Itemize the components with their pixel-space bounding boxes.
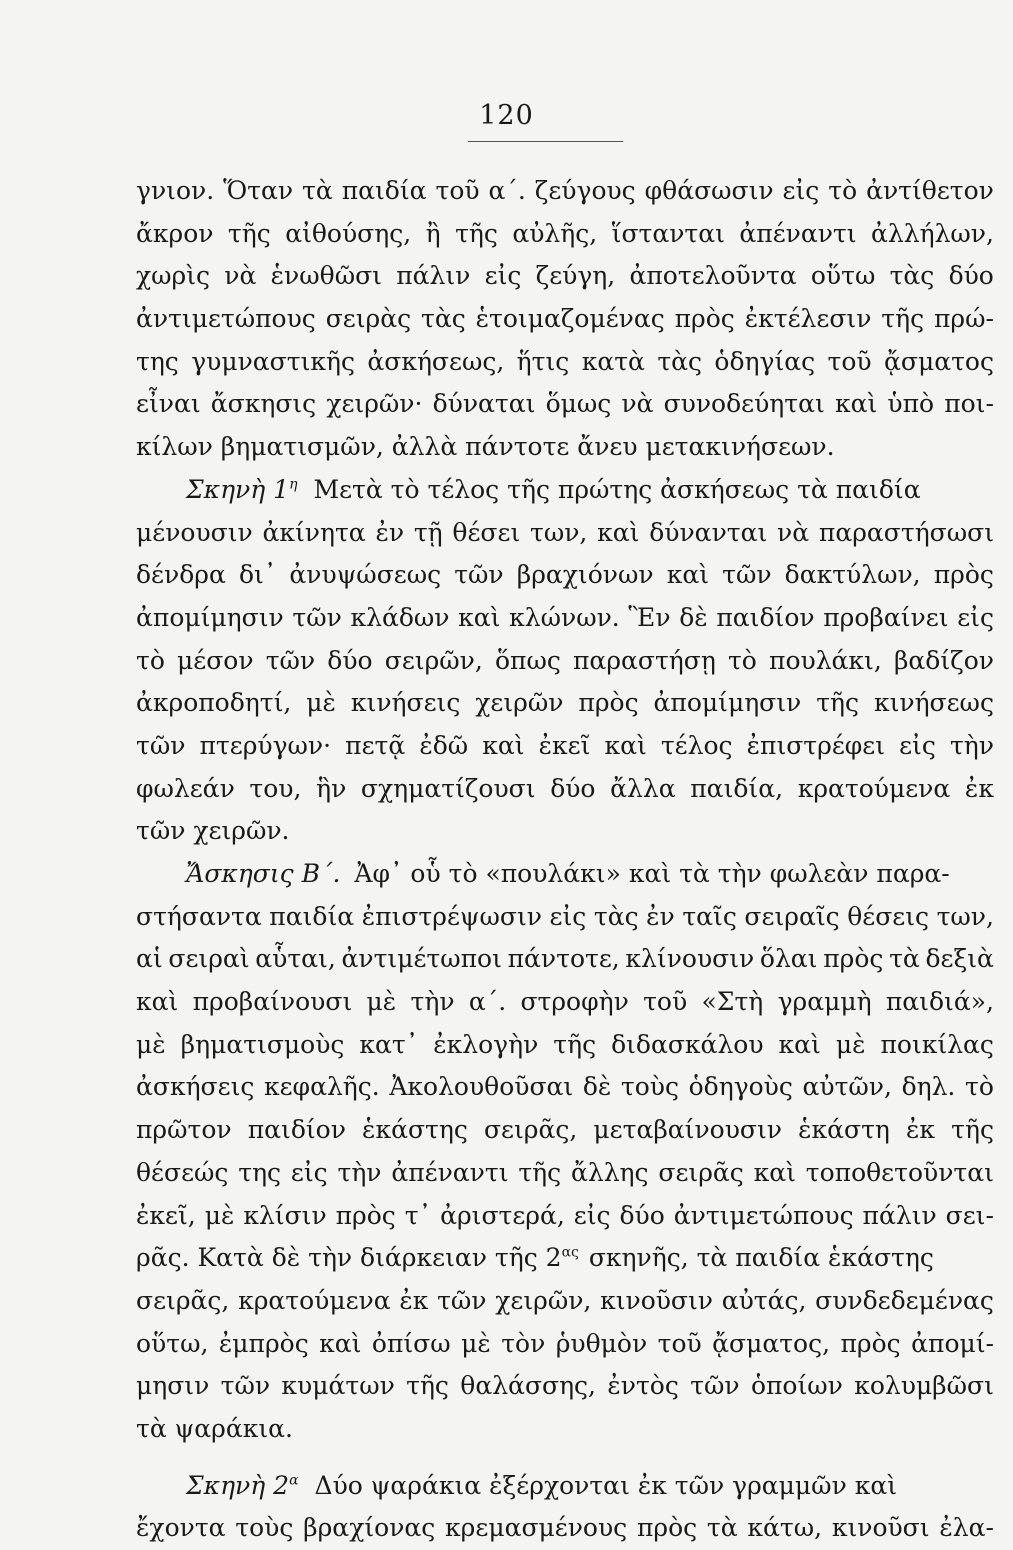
word: πρὸς — [578, 688, 639, 718]
word: ἐπιστρέψωσιν — [361, 901, 542, 931]
word: τὸ — [965, 1072, 994, 1102]
word: τοὺς — [235, 1513, 294, 1543]
word: ἐκλογὴν — [433, 1029, 539, 1059]
word: πάντοτε, — [507, 944, 620, 974]
word: Ἀκολουθοῦσαι — [389, 1072, 574, 1102]
text-line — [136, 682, 994, 725]
word: δύο — [948, 261, 994, 291]
word: νὰ — [621, 389, 654, 419]
word: σχηματίζουσι — [360, 773, 536, 803]
word: ἐμπρὸς — [218, 1328, 309, 1358]
text-line — [136, 725, 994, 768]
word: τῶν — [690, 1371, 740, 1401]
word: των, — [530, 517, 588, 547]
word: ἀριστερά, — [440, 1200, 565, 1230]
word: ποι- — [944, 389, 994, 419]
word: α΄. — [488, 176, 526, 205]
text-line — [136, 255, 994, 298]
word: ἔχοντα — [136, 1513, 226, 1543]
word: τὸ — [136, 645, 165, 675]
word: τῶν — [437, 1285, 487, 1315]
word: καὶ — [597, 517, 640, 547]
text-line: τῶν χειρῶν. — [136, 816, 290, 846]
word: τ᾽ — [404, 1200, 432, 1230]
paragraph-scene-1 — [136, 469, 994, 853]
paragraph-scene-2 — [136, 1465, 994, 1550]
word: σειρᾶς, — [136, 1285, 230, 1315]
word: τὸ — [828, 176, 858, 205]
text-line — [136, 1280, 994, 1323]
word: γραμμὴ — [777, 987, 872, 1017]
word: τοῦ — [657, 1328, 702, 1358]
word: νὰ — [224, 261, 257, 291]
word: καὶ — [834, 389, 878, 419]
text-line: τὰ ψαράκια. — [136, 1413, 293, 1443]
word: εἰς — [957, 602, 994, 632]
word: κολυμβῶσι — [854, 1371, 994, 1401]
word: τὸ — [727, 645, 757, 675]
text-line — [136, 1152, 994, 1195]
word: της — [136, 346, 179, 376]
text-line — [136, 981, 994, 1024]
word: τῶν — [292, 602, 342, 632]
word: ζεύγους — [534, 176, 636, 205]
word: τῆς — [881, 304, 925, 334]
word: ὀπίσω — [371, 1328, 451, 1358]
word: καὶ — [753, 1157, 796, 1187]
word: πρὸς — [823, 944, 884, 974]
word: μὲ — [366, 987, 397, 1017]
word: σειρᾶς — [658, 1157, 744, 1187]
word: ἀνυψώσεως — [289, 560, 442, 590]
word: ἐκεῖ, — [136, 1200, 196, 1230]
text-line — [136, 1195, 994, 1238]
word: πάλιν — [396, 261, 471, 291]
word: χειρῶν — [475, 688, 564, 718]
text-line — [136, 1109, 994, 1152]
word: εἰς — [899, 730, 936, 760]
word: μὲ — [306, 688, 336, 718]
word: τὰς — [889, 261, 935, 291]
word: κινοῦσιν — [600, 1285, 714, 1315]
text-line — [136, 1066, 994, 1109]
word: εἰς — [484, 261, 522, 291]
paragraph-continuation — [136, 170, 994, 469]
word: ὁποίων — [750, 1371, 843, 1401]
word: τῆς — [553, 1029, 597, 1059]
text-line — [136, 554, 994, 597]
paragraph-exercise-b — [136, 853, 994, 1451]
word: ὁδηγίας — [714, 346, 816, 376]
word: κλάδων — [350, 602, 450, 632]
word: κινήσεως — [873, 688, 994, 718]
word: εἰς — [573, 1200, 611, 1230]
word: αὗται, — [255, 944, 336, 974]
word: ὅπως — [494, 645, 561, 675]
word: παραστήσῃ — [573, 645, 716, 675]
word: ὑπὸ — [887, 389, 935, 419]
word: ἐκτέλεσιν — [744, 304, 872, 334]
word: τὴν — [337, 1157, 382, 1187]
word: δακτύλων, — [784, 560, 921, 590]
word: ἀπέναντι — [739, 218, 857, 248]
text-line — [136, 512, 994, 555]
word: στήσαντα — [136, 901, 262, 931]
word: χειρῶν· — [326, 389, 423, 419]
word: τῶν — [722, 560, 772, 590]
word: Ὅταν — [223, 176, 294, 205]
word: μεταβαίνουσιν — [593, 1115, 782, 1145]
word: πετᾷ — [345, 730, 406, 760]
word: ἀντιμέτωποι — [341, 944, 502, 974]
word: πάλιν — [862, 1200, 937, 1230]
word: κλίσιν — [243, 1200, 327, 1230]
word: σειρῶν, — [384, 645, 483, 675]
word: δεξιὰ — [925, 944, 994, 974]
exercise-heading: Ἄσκησις Β΄. — [186, 859, 341, 888]
word: ἢ — [425, 218, 441, 248]
word: εἰς — [782, 176, 820, 205]
word: ἑνωθῶσι — [270, 261, 382, 291]
word: εἰς — [549, 901, 587, 931]
word: δύο — [550, 773, 596, 803]
word: κατ᾽ — [359, 1029, 419, 1059]
word: γνιον. — [136, 176, 215, 205]
word: ζεύγη, — [535, 261, 616, 291]
text-line: Σκηνὴ $1^\eta$ Μετὰ τὸ τέλος τῆς πρώτης ἀσκήσεως τὰ παιδία — [186, 474, 921, 504]
word: ἀντίθετον — [866, 176, 994, 205]
word: μησιν — [136, 1371, 210, 1401]
word: κατὰ — [581, 346, 645, 376]
word: παιδίον — [247, 1115, 346, 1145]
word: ἀκροποδητί, — [136, 688, 292, 718]
word: δηλ. — [901, 1072, 956, 1102]
word: τέλος — [660, 730, 733, 760]
word: τὰς — [657, 346, 703, 376]
word: προβαίνουσι — [192, 987, 353, 1017]
text-line: κίλων βηματισμῶν, ἀλλὰ πάντοτε ἄνευ μετακινήσεων. — [136, 432, 835, 462]
word: ἀποτελοῦντα — [629, 261, 797, 291]
word: τῶν — [265, 645, 316, 675]
word: βραχιόνων — [516, 560, 654, 590]
word: μὲ — [835, 1029, 866, 1059]
word: σειρὰς — [325, 304, 412, 334]
word: κρατούμενα — [238, 1285, 391, 1315]
word: στροφὴν — [520, 987, 629, 1017]
word: πρὸς — [636, 1513, 698, 1543]
word: ἀλλήλων, — [871, 218, 994, 248]
word: καὶ — [482, 730, 525, 760]
text-line — [136, 597, 994, 640]
text-line — [136, 298, 994, 341]
word: ἵστανται — [611, 218, 725, 248]
word: ὁδηγοὺς — [688, 1072, 793, 1102]
word: οὕτω, — [136, 1328, 209, 1358]
ordinal-suffix: α — [289, 1472, 299, 1489]
word: ἐλα- — [939, 1513, 994, 1543]
word: εἰς — [290, 1157, 328, 1187]
word: ἐκ — [964, 773, 994, 803]
word: κινήσεις — [350, 688, 461, 718]
word: παιδία — [341, 176, 427, 205]
word: παιδία, — [690, 773, 784, 803]
word: θέσεώς — [136, 1157, 229, 1187]
word: τῆς — [227, 218, 271, 248]
text-line: Ἄσκησις Β΄. Ἀφ᾽ οὗ τὸ «πουλάκι» καὶ τὰ τὴν φωλεὰν παρα- — [136, 853, 994, 896]
body-text — [136, 170, 994, 1550]
word: τὰ — [302, 176, 333, 205]
word: μένουσιν — [136, 517, 253, 547]
ordinal-suffix: η — [289, 476, 298, 493]
word: βραχίονας — [303, 1513, 436, 1543]
word: θαλάσσης, — [460, 1371, 596, 1401]
word: ᾄσματος, — [712, 1328, 831, 1358]
word: δένδρα — [136, 560, 226, 590]
word: φθάσωσιν — [644, 176, 774, 205]
word: αὐτάς, — [721, 1285, 807, 1315]
word: διδασκάλου — [611, 1029, 764, 1059]
scene-heading: Σκηνὴ 2 — [186, 1470, 290, 1500]
text-line: Σκηνὴ $2^\alpha$ Δύο ψαράκια ἐξέρχονται ἐκ τῶν γραμμῶν καὶ — [186, 1470, 898, 1500]
word: σειρᾶς, — [483, 1115, 578, 1145]
word: ποικίλας — [880, 1029, 994, 1059]
text-line — [136, 213, 994, 256]
word: οὕτω — [810, 261, 876, 291]
word: τὰ — [889, 944, 920, 974]
text-line — [136, 170, 994, 213]
word: πρὸς — [840, 1328, 901, 1358]
word: ἥτις — [516, 346, 570, 376]
word: εἶναι — [136, 389, 201, 419]
word: μὲ — [461, 1328, 491, 1358]
word: τῇ — [413, 517, 443, 547]
word: δύνανται — [649, 517, 768, 547]
word: καὶ — [319, 1328, 362, 1358]
word: τοὺς — [620, 1072, 679, 1102]
word: ἐν — [375, 517, 405, 547]
word: τοῦ — [435, 176, 480, 205]
word: ἀπομί- — [911, 1328, 994, 1358]
word: μὲ — [204, 1200, 235, 1230]
text-line — [136, 1365, 994, 1408]
word: τὰ — [706, 1513, 738, 1543]
word: τῶν — [136, 730, 186, 760]
word: ἄλλα — [610, 773, 676, 803]
text-line — [136, 1323, 994, 1366]
text-line — [136, 383, 994, 426]
word: βαδίζον — [893, 645, 994, 675]
word: ἐν — [646, 901, 675, 931]
word: μὲ — [136, 1029, 166, 1059]
text-line — [136, 341, 994, 384]
word: παραστήσωσι — [818, 517, 994, 547]
word: νὰ — [777, 517, 810, 547]
word: τῶν — [454, 560, 504, 590]
word: αὐλῆς, — [512, 218, 598, 248]
word: ἐδῶ — [419, 730, 469, 760]
word: καὶ — [778, 1029, 821, 1059]
word: παιδία — [269, 901, 355, 931]
word: καὶ — [136, 987, 179, 1017]
text-line — [136, 896, 994, 939]
header-rule — [468, 141, 623, 142]
word: Ἓν — [628, 602, 671, 632]
word: δὲ — [582, 1072, 612, 1102]
word: πρὸς — [933, 560, 994, 590]
word: «Στὴ — [701, 987, 764, 1017]
word: α΄. — [468, 987, 507, 1017]
word: ἀπομίμησιν — [653, 688, 802, 718]
word: ἑκάστης — [362, 1115, 468, 1145]
text-line — [136, 768, 994, 811]
word: πουλάκι, — [769, 645, 882, 675]
word: ἀντιμετώπους — [673, 1200, 854, 1230]
scene-heading: Σκηνὴ 1 — [186, 474, 290, 504]
word: των, — [936, 901, 994, 931]
word: σειραῖς — [744, 901, 840, 931]
text-line — [136, 1024, 994, 1067]
word: ἄκρον — [136, 218, 214, 248]
word: φωλεάν — [136, 773, 235, 803]
word: τῆς — [518, 1157, 562, 1187]
word: ἀσκήσεις — [136, 1072, 255, 1102]
word: καὶ — [458, 602, 501, 632]
word: πρὸς — [674, 304, 735, 334]
word: χωρὶς — [136, 261, 211, 291]
word: πρὸς — [335, 1200, 396, 1230]
word: μέσον — [177, 645, 254, 675]
word: τὰς — [421, 304, 466, 334]
word: πρῶτον — [136, 1115, 232, 1145]
word: κλώνων. — [509, 602, 620, 632]
word: αὐτῶν, — [802, 1072, 892, 1102]
word: κυμάτων — [281, 1371, 395, 1401]
word: τὴν — [410, 987, 455, 1017]
word: καὶ — [666, 560, 709, 590]
word: κινοῦσι — [831, 1513, 930, 1543]
word: αἱ — [136, 944, 163, 974]
text-line — [136, 1507, 994, 1550]
word: δύναται — [432, 389, 536, 419]
word: γυμναστικῆς — [191, 346, 355, 376]
word: τῆς — [406, 1371, 449, 1401]
word: ὅλαι — [759, 944, 818, 974]
word: ῥυθμὸν — [555, 1328, 648, 1358]
word: τὰς — [593, 901, 639, 931]
word: ἣν — [316, 773, 347, 803]
word: κλίνουσιν — [625, 944, 755, 974]
word: ἀσκήσεως, — [367, 346, 505, 376]
word: συνδεδεμένας — [815, 1285, 994, 1315]
text-line: ρᾶς. Κατὰ δὲ τὴν διάρκειαν τῆς $2^{\alpha\varsigma}$ σκηνῆς, τὰ παιδία ἑκάστης — [136, 1243, 934, 1273]
word: ᾄσματος — [884, 346, 994, 376]
word: σειραὶ — [168, 944, 250, 974]
word: κάτω, — [747, 1513, 823, 1543]
word: τοποθετοῦνται — [805, 1157, 994, 1187]
page-number: 120 — [479, 100, 534, 131]
text-line — [136, 640, 994, 683]
word: αἰθούσης, — [285, 218, 412, 248]
word: δύο — [327, 645, 373, 675]
word: της — [238, 1157, 282, 1187]
word: βηματισμοὺς — [180, 1029, 345, 1059]
word: χειρῶν, — [495, 1285, 592, 1315]
word: προβαίνει — [823, 602, 949, 632]
word: ἀντιμετώπους — [136, 304, 316, 334]
word: ἄλλης — [570, 1157, 649, 1187]
word: ἄσκησις — [210, 389, 317, 419]
word: ἐκ — [399, 1285, 429, 1315]
word: κρατούμενα — [797, 773, 951, 803]
word: ἐντὸς — [607, 1371, 679, 1401]
word: ἀκίνητα — [262, 517, 366, 547]
word: δὲ — [679, 602, 708, 632]
word: ἐπιστρέφει — [746, 730, 886, 760]
word: ὅμως — [545, 389, 612, 419]
word: δι᾽ — [238, 560, 277, 590]
word: ἐκ — [906, 1115, 936, 1145]
word: συνοδεύηται — [663, 389, 825, 419]
word: ἀπέναντι — [391, 1157, 509, 1187]
word: τοῦ — [827, 346, 872, 376]
word: τῶν — [220, 1371, 271, 1401]
word: ἑκάστη — [798, 1115, 890, 1145]
word: πρώ- — [933, 304, 994, 334]
word: ταῖς — [682, 901, 737, 931]
word: ἀπομίμησιν — [136, 602, 284, 632]
word: καὶ — [604, 730, 647, 760]
text-line — [136, 938, 994, 981]
word: σει- — [945, 1200, 994, 1230]
word: κρεμασμένους — [445, 1513, 628, 1543]
word: παιδίον — [716, 602, 815, 632]
word: θέσει — [452, 517, 521, 547]
word: πτερύγων· — [199, 730, 332, 760]
word: τῆς — [951, 1115, 994, 1145]
word: ἑτοιμαζομένας — [475, 304, 665, 334]
word: παιδιά», — [885, 987, 994, 1017]
word: δύο — [619, 1200, 665, 1230]
word: τοῦ — [643, 987, 688, 1017]
word: θέσεις — [847, 901, 930, 931]
word: τῆς — [816, 688, 859, 718]
word: κεφαλῆς. — [263, 1072, 380, 1102]
word: τὸν — [501, 1328, 546, 1358]
word: ἐκεῖ — [538, 730, 591, 760]
word: τὴν — [949, 730, 994, 760]
word: τῆς — [455, 218, 498, 248]
ordinal-suffix: ας — [561, 1244, 579, 1261]
word: του, — [249, 773, 302, 803]
